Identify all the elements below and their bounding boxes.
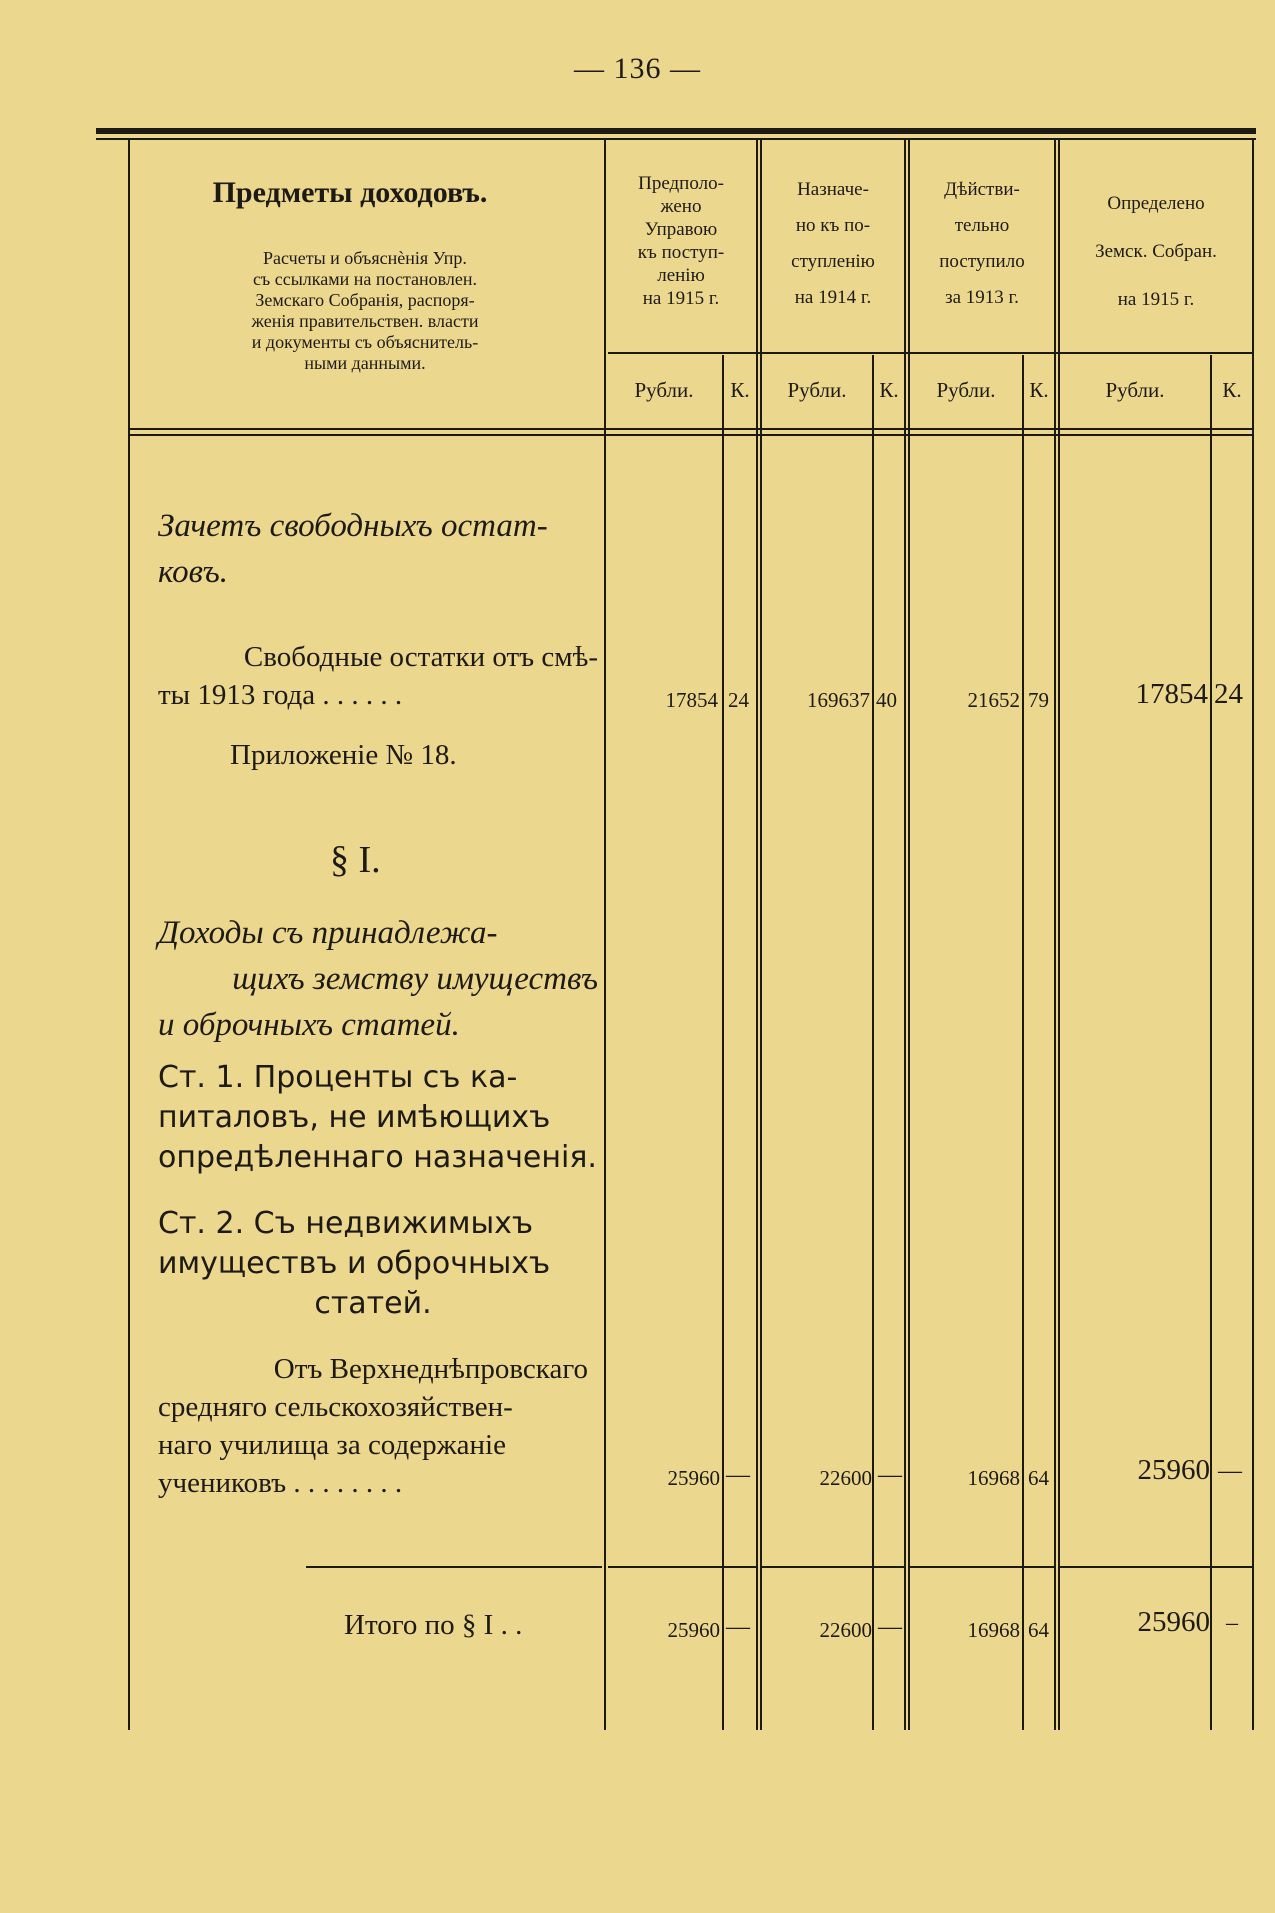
unit-kop-3: К.	[1029, 378, 1049, 402]
unit-kop-2: К.	[879, 378, 899, 402]
total-assigned-rub: 22600	[819, 1618, 872, 1642]
top-rule-thick	[96, 128, 1256, 134]
page-number: — 136 —	[574, 52, 701, 85]
school-determined-rub: 25960	[1137, 1454, 1210, 1486]
header-bottom-rule	[130, 428, 1252, 430]
table-right-border	[1252, 140, 1254, 1730]
unit-row-rule	[608, 352, 1252, 354]
total-determined-rub: 25960	[1137, 1606, 1210, 1638]
total-actual-kop: 64	[1028, 1618, 1049, 1642]
total-rule-3	[910, 1566, 1054, 1568]
surplus-proposed-kop: 24	[728, 688, 749, 712]
school-actual-rub: 16968	[967, 1466, 1020, 1490]
total-rule-2	[762, 1566, 904, 1568]
column-header-assigned-1914: Назначе- но къ по- ступленію на 1914 г.	[791, 179, 875, 308]
total-label: Итого по § I . .	[344, 1609, 523, 1641]
col-divider-3	[1054, 140, 1056, 1730]
paragraph-mark: § I.	[330, 839, 381, 881]
unit-kop-1: К.	[730, 378, 750, 402]
column-header-actual-1913: Дѣйстви- тельно поступило за 1913 г.	[939, 179, 1025, 308]
surplus-item: Свободные остатки отъ смѣ- ты 1913 года . . . . . .	[158, 641, 598, 711]
surplus-actual-rub: 21652	[967, 688, 1020, 712]
total-rule-desc	[306, 1566, 602, 1568]
surplus-assigned-kop: 40	[876, 688, 897, 712]
col-divider-kop1	[722, 355, 724, 1730]
total-proposed-kop: —	[726, 1614, 750, 1640]
total-proposed-rub: 25960	[667, 1618, 720, 1642]
top-rule-thin	[96, 138, 1256, 140]
school-item: Отъ Верхнеднѣпровскаго средняго сельскохозяйствен- наго училища за содержаніе учениковъ . . . . . . . .	[158, 1353, 588, 1499]
column-header-determined-1915: Определено Земск. Собран. на 1915 г.	[1095, 193, 1217, 310]
col-divider-kop4	[1210, 355, 1212, 1730]
school-assigned-kop: —	[878, 1462, 902, 1488]
surplus-determined-kop: 24	[1214, 678, 1243, 710]
surplus-actual-kop: 79	[1028, 688, 1049, 712]
surplus-proposed-rub: 17854	[665, 688, 718, 712]
col-divider-kop2	[872, 355, 874, 1730]
column-header-proposed-1915: Предполо- жено Управою къ поступ- ленію на 1915 г.	[637, 173, 725, 309]
header-title: Предметы доходовъ.	[212, 176, 488, 209]
total-assigned-kop: —	[878, 1614, 902, 1640]
total-rule-4	[1060, 1566, 1252, 1568]
col-divider-1	[756, 140, 758, 1730]
school-proposed-kop: —	[726, 1462, 750, 1488]
appendix-reference: Приложеніе № 18.	[230, 739, 457, 771]
surplus-heading: Зачетъ свободныхъ остат- ковъ.	[158, 508, 548, 590]
unit-rub-3: Рубли.	[936, 378, 996, 402]
school-assigned-rub: 22600	[819, 1466, 872, 1490]
table-left-border	[128, 140, 130, 1730]
school-proposed-rub: 25960	[667, 1466, 720, 1490]
school-actual-kop: 64	[1028, 1466, 1049, 1490]
unit-rub-4: Рубли.	[1105, 378, 1165, 402]
unit-rub-2: Рубли.	[787, 378, 847, 402]
total-rule-1	[608, 1566, 756, 1568]
surplus-determined-rub: 17854	[1135, 678, 1208, 710]
total-actual-rub: 16968	[967, 1618, 1020, 1642]
surplus-assigned-rub: 169637	[807, 688, 870, 712]
col-divider-2	[904, 140, 906, 1730]
article-1: Ст. 1. Проценты съ ка- питаловъ, не имѣющихъ опредѣленнаго назначенія.	[158, 1060, 597, 1175]
header-description: Расчеты и объяснѐнія Упр. съ ссылками на постановлен. Земскаго Собранія, распоря- женія правительствен. власти и документы съ объяснитель- ными данными.	[251, 248, 479, 373]
total-determined-kop: –	[1226, 1610, 1238, 1636]
article-2: Ст. 2. Съ недвижимыхъ имуществъ и оброчныхъ статей.	[158, 1206, 551, 1321]
col-divider-kop3	[1022, 355, 1024, 1730]
section-1-heading: Доходы съ принадлежа- щихъ земству имуществъ и оброчныхъ статей.	[158, 915, 598, 1043]
unit-kop-4: К.	[1222, 378, 1242, 402]
school-determined-kop: —	[1218, 1458, 1242, 1484]
unit-rub-1: Рубли.	[634, 378, 694, 402]
header-bottom-rule-2	[130, 434, 1252, 436]
